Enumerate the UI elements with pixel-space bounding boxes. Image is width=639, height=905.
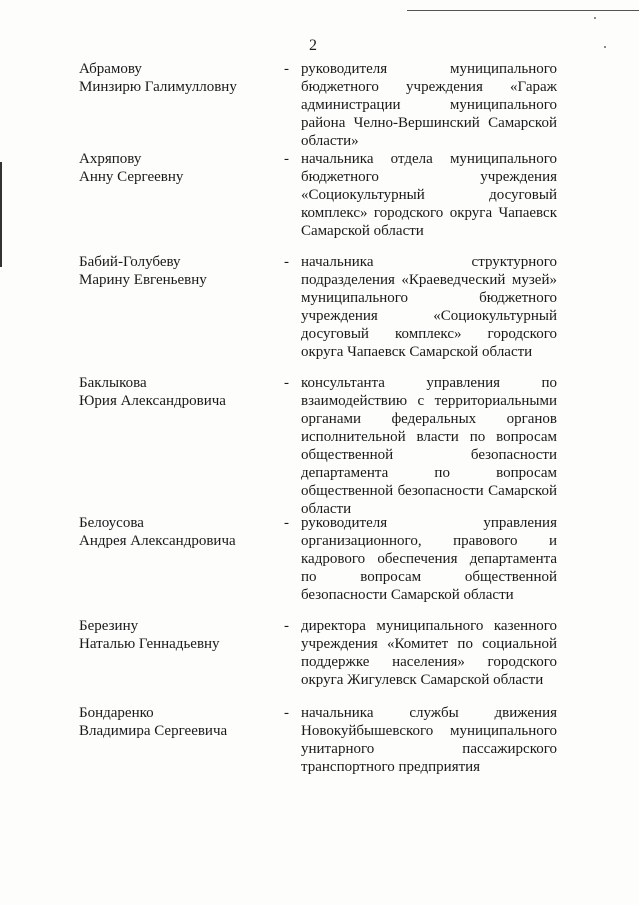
person-name [79, 60, 237, 96]
person-name [79, 704, 227, 740]
dash-separator: - [284, 705, 289, 721]
position-title: руководителя муниципального бюджетного учреждения «Гараж администрации муниципального района Челно-Вершинский Самарской области» [301, 61, 557, 149]
person-name [79, 253, 207, 289]
position-title: начальника отдела муниципального бюджетного учреждения «Социокультурный досуговый комплекс» городского округа Чапаевск Самарской области [301, 151, 557, 239]
surname: Белоусова [79, 515, 144, 531]
given-names: Анну Сергеевну [79, 169, 184, 185]
given-names: Андрея Александровича [79, 533, 236, 549]
person-name [79, 150, 183, 186]
person-name [79, 514, 236, 550]
position-title: начальника структурного подразделения «Краеведческий музей» муниципального бюджетного учреждения «Социокультурный досуговый комплекс» городского округа Чапаевск Самарской области [301, 254, 557, 360]
surname: Бабий-Голубеву [79, 254, 181, 270]
scan-speck [604, 46, 606, 48]
dash-separator: - [284, 61, 289, 77]
given-names: Владимира Сергеевича [79, 723, 228, 739]
given-names: Юрия Александровича [79, 393, 226, 409]
person-name [79, 374, 226, 410]
dash-separator: - [284, 254, 289, 270]
surname: Ахряпову [79, 151, 142, 167]
given-names: Наталью Геннадьевну [79, 636, 220, 652]
dash-separator: - [284, 515, 289, 531]
dash-separator: - [284, 151, 289, 167]
position-title: консультанта управления по взаимодействию с территориальными органами федеральных органов исполнительной власти по вопросам общественной безопасности департамента по вопросам общественной безопасности Самарской области [301, 375, 557, 517]
scan-left-edge-mark [0, 162, 2, 267]
given-names: Минзирю Галимулловну [79, 79, 237, 95]
given-names: Марину Евгеньевну [79, 272, 207, 288]
dash-separator: - [284, 375, 289, 391]
position-title: директора муниципального казенного учреждения «Комитет по социальной поддержке населения» городского округа Жигулевск Самарской области [301, 618, 557, 688]
surname: Бондаренко [79, 705, 154, 721]
surname: Березину [79, 618, 139, 634]
scan-edge-line [407, 10, 639, 11]
dash-separator: - [284, 618, 289, 634]
surname: Баклыкова [79, 375, 147, 391]
scan-speck [594, 17, 596, 19]
page-number: 2 [309, 37, 317, 54]
position-title: начальника службы движения Новокуйбышевского муниципального унитарного пассажирского транспортного предприятия [301, 705, 557, 775]
surname: Абрамову [79, 61, 142, 77]
position-title: руководителя управления организационного, правового и кадрового обеспечения департамента по вопросам общественной безопасности Самарской области [301, 515, 557, 603]
person-name [79, 617, 220, 653]
